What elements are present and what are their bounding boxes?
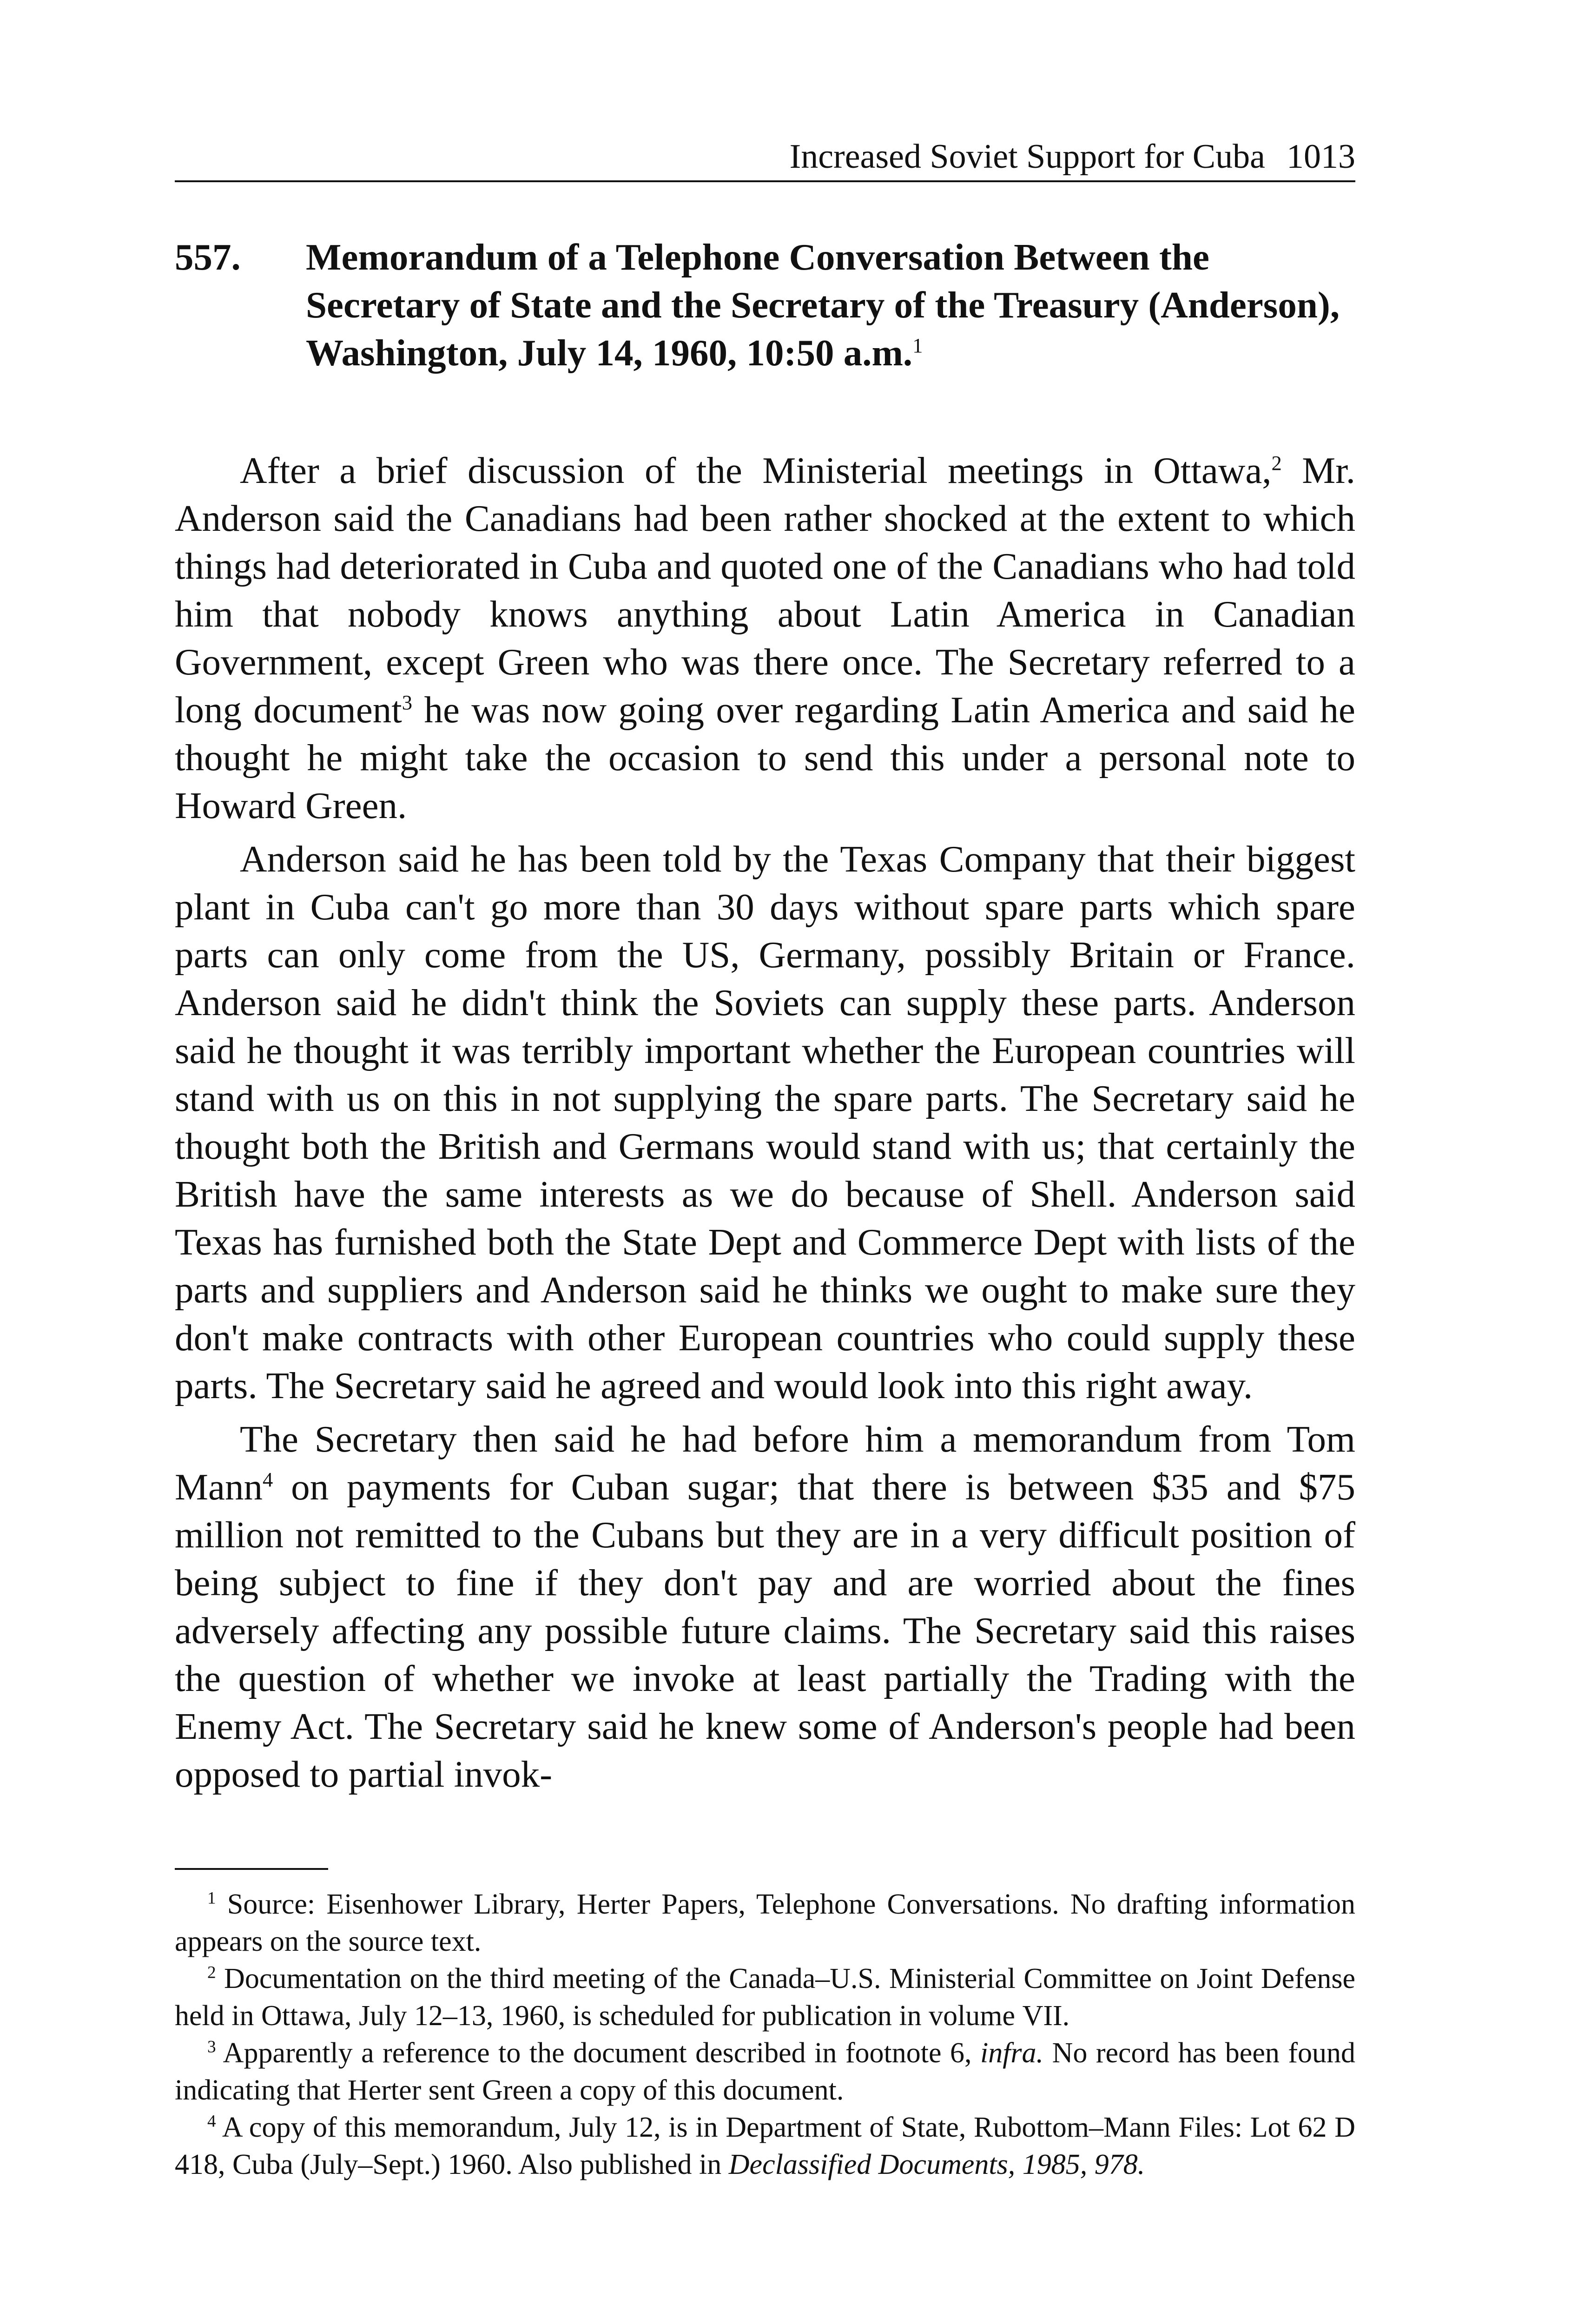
footnote-text: Source: Eisenhower Library, Herter Papers, Telephone Conversations. No drafting information appears on the source text. <box>175 1888 1356 1957</box>
footnote-text: Apparently a reference to the document described in footnote 6, <box>223 2037 972 2069</box>
footnote-ref: 3 <box>402 691 413 714</box>
volume-number: VII. <box>1022 2000 1070 2032</box>
footnote-italic: Declassified Documents, 1985, 978. <box>728 2149 1145 2180</box>
footnote-ref: 1 <box>912 334 923 357</box>
paragraph-1 <box>175 447 1355 830</box>
paragraph-text: on payments for Cuban sugar; that there is between $35 and $75 million not remitted to the Cubans but they are in a very difficult position of being subject to fine if they don't pay and are worried about the fines adversely affecting any possible future claims. The Secretary said this raises the question of whether we invoke at least partially the Trading with the Enemy Act. The Secretary said he knew some of Anderson's people had been opposed to partial invok- <box>175 1466 1355 1795</box>
footnote-text: No record has been found indicating that Herter sent Green a copy of this document. <box>175 2037 1355 2106</box>
body-text <box>175 447 1355 1798</box>
running-title: Increased Soviet Support for Cuba <box>789 138 1265 176</box>
footnote-mark: 4 <box>207 2112 216 2131</box>
footnote-ref: 4 <box>262 1468 273 1491</box>
footnote-divider <box>175 1868 328 1870</box>
footnote-text: Documentation on the third meeting of the Canada–U.S. Ministerial Committee on Joint Defense held in Ottawa, July 12–13, 1960, is scheduled for publication in volume <box>175 1963 1355 2032</box>
paragraph-2: Anderson said he has been told by the Texas Company that their biggest plant in Cuba can't go more than 30 days without spare parts which spare parts can only come from the US, Germany, possibly Britain or France. Anderson said he didn't think the Soviets can supply these parts. Anderson said he thought it was terribly important whether the European countries will stand with us on this in not supplying the spare parts. The Secretary said he thought both the British and Germans would stand with us; that certainly the British have the same interests as we do because of Shell. Anderson said Texas has furnished both the State Dept and Commerce Dept with lists of the parts and suppliers and Anderson said he thinks we ought to make sure they don't make contracts with other European countries who could supply these parts. The Secretary said he agreed and would look into this right away. <box>175 838 1355 1406</box>
footnote-mark: 3 <box>207 2037 216 2057</box>
document-title <box>306 233 1355 377</box>
paragraph-text: he was now going over regarding Latin America and said he thought he might take the occasion to send this under a personal note to Howard Green. <box>175 689 1356 826</box>
footnote-mark: 2 <box>207 1963 216 1982</box>
document-number: 557. <box>175 236 241 278</box>
footnote-3 <box>175 2034 1355 2109</box>
page-number: 1013 <box>1287 138 1355 176</box>
paragraph-3 <box>175 1415 1355 1798</box>
paragraph-text: Mr. Anderson said the Canadians had been rather shocked at the extent to which things had deteriorated in Cuba and quoted one of the Canadians who had told him that nobody knows anything about Latin America in Canadian Government, except Green who was there once. The Secretary referred to a long document <box>175 449 1356 731</box>
footnote-italic: infra. <box>980 2037 1044 2069</box>
footnote-ref: 2 <box>1271 451 1282 475</box>
paragraph-text: After a brief discussion of the Ministerial meetings in Ottawa, <box>240 449 1272 491</box>
footnote-2 <box>175 1960 1355 2034</box>
footnote-text: A copy of this memorandum, July 12, is in Department of State, Rubottom–Mann Files: Lot 62 D 418, Cuba (July–Sept.) 1960. Also published in <box>175 2112 1355 2180</box>
footnote-1 <box>175 1886 1355 1960</box>
page <box>175 139 1355 2183</box>
paragraph-text: The Secretary then said he had before him a memorandum from Tom Mann <box>175 1418 1355 1508</box>
footnote-4 <box>175 2109 1355 2183</box>
running-head <box>175 139 1355 182</box>
document-heading <box>175 233 1355 377</box>
footnote-mark: 1 <box>207 1888 216 1908</box>
footnotes <box>175 1886 1355 2183</box>
document-title-text: Memorandum of a Telephone Conversation Between the Secretary of State and the Secretary of the Treasury (Anderson), Washington, July 14, 1960, 10:50 a.m. <box>306 236 1340 374</box>
